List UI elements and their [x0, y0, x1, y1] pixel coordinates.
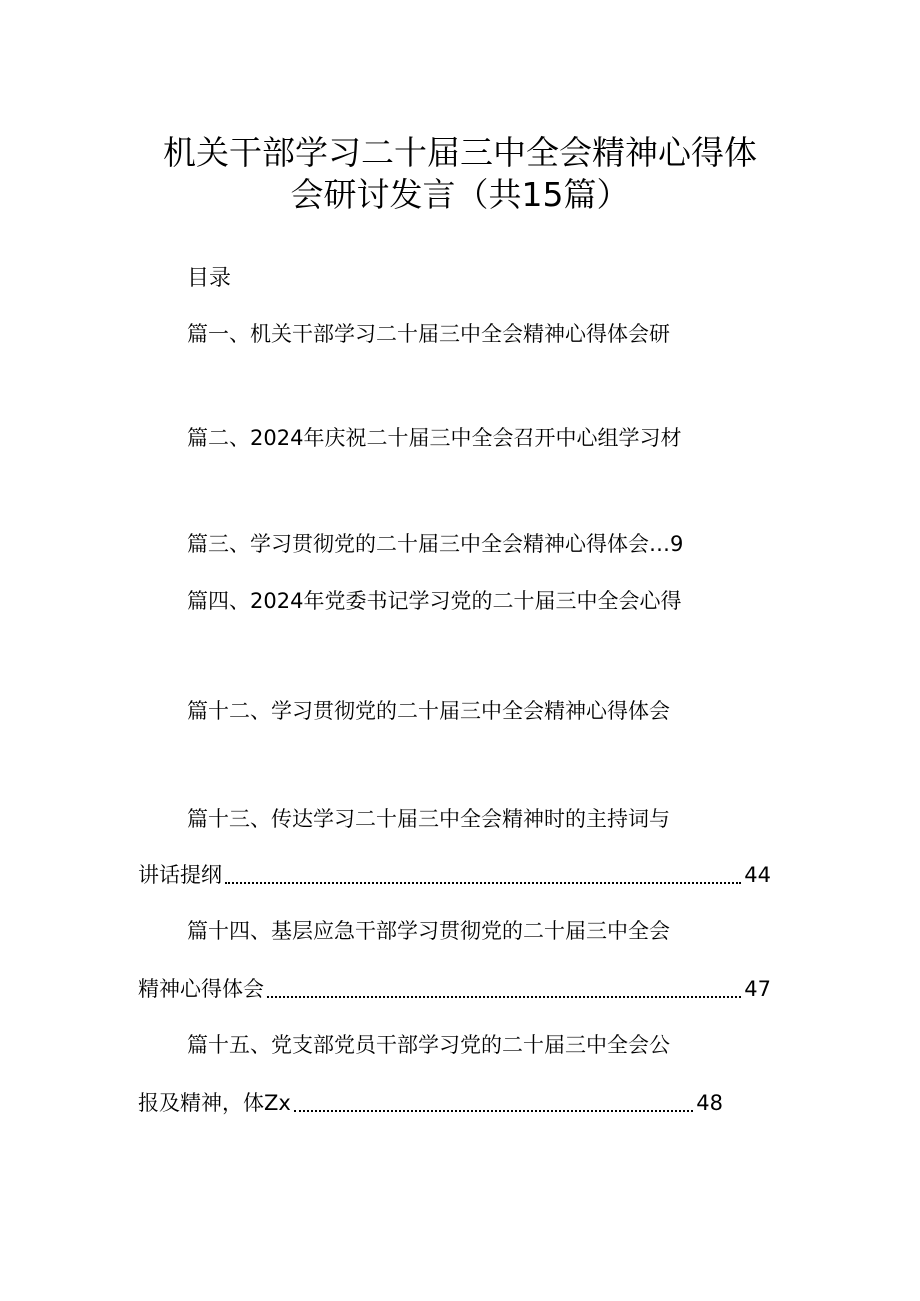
toc-entry-15-continuation[interactable] — [138, 1088, 723, 1118]
toc-entry-14-continuation[interactable] — [138, 974, 771, 1004]
toc-entry-14-continuation-text: 精神心得体会 — [138, 977, 264, 1001]
toc-entry-15[interactable]: 篇十五、党支部党员干部学习党的二十届三中全会公 — [187, 1033, 670, 1057]
toc-entry-13-continuation[interactable] — [138, 860, 771, 890]
toc-heading: 目录 — [187, 266, 232, 291]
toc-entry-15-dot-leader — [294, 1108, 693, 1112]
toc-entry-14-page-number: 47 — [744, 977, 771, 1001]
toc-entry-13-page-number: 44 — [744, 863, 771, 887]
toc-entry-15-page-number: 48 — [696, 1091, 723, 1115]
toc-entry-13-dot-leader — [225, 880, 741, 884]
document-title-line-1: 机关干部学习二十届三中全会精神心得体 — [163, 133, 757, 172]
toc-entry-4[interactable]: 篇四、2024年党委书记学习党的二十届三中全会心得 — [187, 589, 682, 613]
toc-entry-3[interactable]: 篇三、学习贯彻党的二十届三中全会精神心得体会…9 — [187, 532, 684, 556]
toc-entry-13-continuation-text: 讲话提纲 — [138, 863, 222, 887]
toc-entry-15-continuation-text: 报及精神，体Zx — [138, 1091, 291, 1115]
toc-entry-14-dot-leader — [267, 994, 741, 998]
toc-entry-2[interactable]: 篇二、2024年庆祝二十届三中全会召开中心组学习材 — [187, 426, 682, 450]
document-title-line-2: 会研讨发言（共15篇） — [290, 175, 630, 214]
toc-entry-14[interactable]: 篇十四、基层应急干部学习贯彻党的二十届三中全会 — [187, 919, 670, 943]
toc-entry-13[interactable]: 篇十三、传达学习二十届三中全会精神时的主持词与 — [187, 807, 670, 831]
toc-entry-1[interactable]: 篇一、机关干部学习二十届三中全会精神心得体会研 — [187, 322, 670, 346]
toc-entry-12[interactable]: 篇十二、学习贯彻党的二十届三中全会精神心得体会 — [187, 699, 670, 723]
